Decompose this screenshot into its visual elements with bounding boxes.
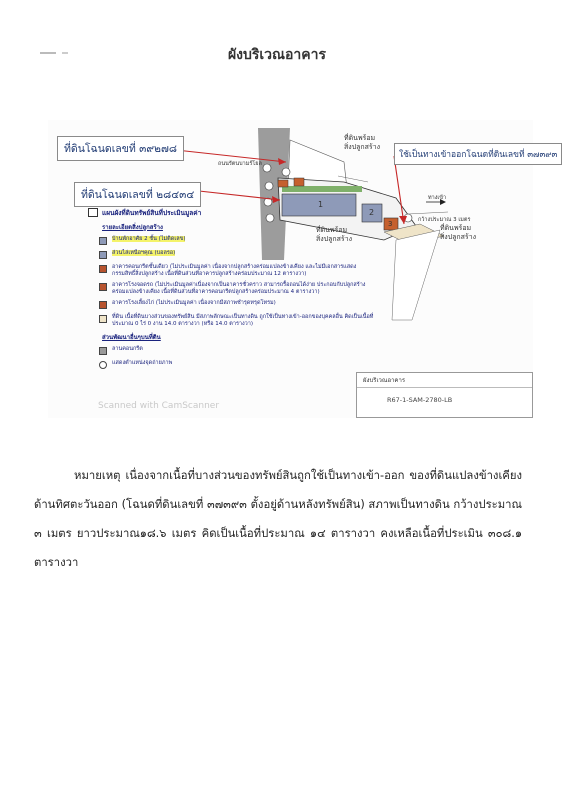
legend-title: แผนผังที่ดินทรัพย์สินที่ประเมินมูลค่า: [102, 209, 202, 217]
neighbor-label-right: ที่ดินพร้อม สิ่งปลูกสร้าง: [440, 224, 477, 241]
legend-swatch: [99, 251, 107, 259]
north-label: ทางเข้า: [428, 195, 447, 201]
plot-label: 2: [369, 208, 375, 217]
access-width-label: กว้างประมาณ 3 เมตร: [418, 217, 471, 223]
legend: [88, 208, 378, 370]
legend-item: ลานคอนกรีต: [88, 346, 378, 356]
legend-item: แสดงตำแหน่งจุดถ่ายภาพ: [88, 360, 378, 370]
legend-swatch: [99, 315, 107, 323]
legend-swatch: [99, 237, 107, 245]
plot-label: 3: [388, 220, 393, 228]
remark-text: หมายเหตุ เนื่องจากเนื้อที่บางส่วนของทรัพย์สินถูกใช้เป็นทางเข้า-ออก ของที่ดินแปลงข้างเคียง ด้านทิศตะวันออก (โฉนดที่ดินเลขที่ ๓๗๓๙๓ ตั้งอยู่ด้านหลังทรัพย์สิน) สภาพเป็นทางดิน กว้างประมาณ ๓ เมตร ยาวประมาณ๑๘.๖ เมตร คิดเป็นเนื้อที่ประมาณ ๑๔ ตารางวา คงเหลือเนื้อที่ประเมิน ๓๐๘.๑ ตารางวา: [34, 469, 522, 569]
photo-point-marker: [265, 182, 273, 190]
legend-swatch: [99, 301, 107, 309]
neighbor-label-top: ที่ดินพร้อม สิ่งปลูกสร้าง: [344, 134, 381, 151]
neighbor-parcel-right: [392, 230, 440, 320]
legend-boundary-swatch: [88, 208, 98, 217]
callout-access-way: ใช้เป็นทางเข้าออกโฉนดที่ดินเลขที่ ๓๗๓๙๓: [394, 143, 562, 165]
legend-item: อาคารโรงจอดรถ (ไม่ประเมินมูลค่าเนื่องจากเป็นอาคารชั่วคราว สามารถรื้อถอนได้ง่าย ประกอบกับปลูกสร้างคร่อมแปลงข้างเคียง เนื้อที่ดินส่วนที่อาคารคอนกรีตปลูกสร้างคร่อมประมาณ 4 ตารางวา): [88, 282, 378, 296]
neighbor-label-middle: ที่ดินพร้อม สิ่งปลูกสร้าง: [316, 226, 353, 243]
title-block: [356, 372, 533, 418]
outbuilding: [294, 178, 304, 186]
page-title: ผังบริเวณอาคาร: [227, 47, 327, 63]
site-plan-scan: [48, 120, 558, 418]
camera-point-icon: [99, 361, 107, 369]
title-block-code: R67-1-SAM-2780-LB: [387, 396, 453, 404]
outbuilding: [278, 180, 288, 187]
photo-point-marker: [282, 168, 290, 176]
legend-swatch: [99, 265, 107, 273]
legend-item: อาคารโรงเลี้ยงไก่ (ไม่ประเมินมูลค่า เนื่องจากมีสภาพชำรุดทรุดโทรม): [88, 300, 378, 310]
title-block-heading: ผังบริเวณอาคาร: [357, 373, 532, 388]
legend-item: ส่วนไล่เหนือฯคุณ (บอลรอ): [88, 250, 378, 260]
remark-paragraph: [34, 461, 522, 577]
legend-survey-heading: ส่วนพัฒนาอื่นๆบนที่ดิน: [102, 334, 161, 341]
photo-point-marker: [263, 164, 271, 172]
legend-swatch: [99, 283, 107, 291]
legend-item: อาคารคอนกรีตชั้นเดียว (ไม่ประเมินมูลค่า เนื่องจากปลูกสร้างคร่อมแปลงข้างเคียง และไม่มีเอกสารแสดงกรรมสิทธิ์สิ่งปลูกสร้าง เนื้อที่ดินส่วนที่อาคารปลูกสร้างคร่อมประมาณ 12 ตารางวา): [88, 264, 378, 278]
road-label: ถนนรัตนบามร์โยล: [218, 161, 262, 167]
legend-swatch: [99, 347, 107, 355]
legend-subtitle: รายละเอียดสิ่งปลูกสร้าง: [102, 224, 163, 231]
legend-item: บ้านพักอาศัย 2 ชั้น (ไม่ติดเลข): [88, 236, 378, 246]
plot-label: 1: [318, 200, 324, 209]
legend-item: ที่ดิน เนื้อที่ดินบางส่วนของทรัพย์สิน มีสภาพลักษณะเป็นทางดิน ถูกใช้เป็นทางเข้า-ออกของบุคคลอื่น คิดเป็นเนื้อที่ประมาณ 0 ไร่ 0 งาน 14.0 ตารางวา (หรือ 14.0 ตารางวา): [88, 314, 378, 328]
scanner-watermark: Scanned with CamScanner: [98, 401, 220, 411]
callout-parcel-a: ที่ดินโฉนดเลขที่ ๓๙๒๗๘: [57, 136, 184, 161]
callout-parcel-b: ที่ดินโฉนดเลขที่ ๒๘๔๓๔: [74, 182, 201, 207]
green-strip: [282, 186, 362, 192]
